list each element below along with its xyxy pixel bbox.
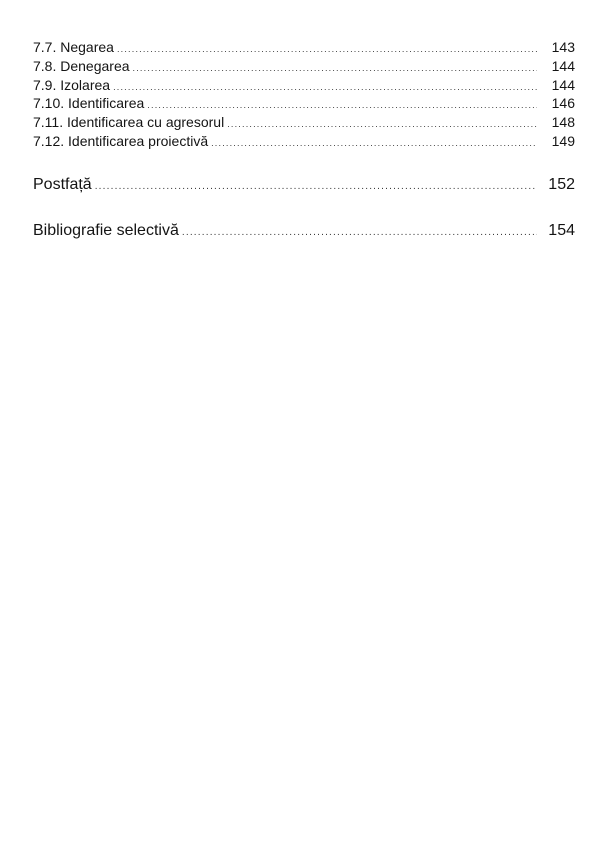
dot-leader xyxy=(147,101,537,110)
toc-entry-page: 152 xyxy=(548,176,575,193)
dot-leader xyxy=(117,45,537,54)
toc-entry-page: 143 xyxy=(551,39,575,55)
toc-entry-title: 7.11. Identificarea cu agresorul xyxy=(33,114,225,131)
toc-entry-title: 7.10. Identificarea xyxy=(33,95,145,112)
toc-entry-postfata xyxy=(33,176,575,194)
toc-entry-page: 146 xyxy=(551,95,575,112)
toc-entry-page: 144 xyxy=(551,57,575,74)
dot-leader xyxy=(227,120,537,129)
dot-leader xyxy=(133,64,537,73)
toc-entry-title: Postfață xyxy=(33,176,92,193)
toc-entry xyxy=(33,176,575,194)
toc-entry-title: 7.8. Denegarea xyxy=(33,57,130,74)
toc-entry-page: 149 xyxy=(551,132,575,149)
toc-entry xyxy=(33,77,575,96)
dot-leader xyxy=(113,83,537,92)
toc-entry-title: Bibliografie selectivă xyxy=(33,222,179,239)
dot-leader xyxy=(211,139,537,148)
toc-entry-page: 154 xyxy=(548,222,575,239)
toc-entry xyxy=(33,133,575,152)
toc-entry-page: 148 xyxy=(551,114,575,131)
toc-entry-title: 7.9. Izolarea xyxy=(33,76,111,93)
toc-entry xyxy=(33,95,575,114)
toc-entry xyxy=(33,222,575,240)
toc-subsection-list xyxy=(33,39,575,152)
toc-entry xyxy=(33,114,575,133)
toc-entry xyxy=(33,39,575,58)
toc-entry-bibliografie xyxy=(33,222,575,240)
toc-entry-title: 7.7. Negarea xyxy=(33,39,114,55)
toc-entry xyxy=(33,58,575,77)
toc-entry-page: 144 xyxy=(551,76,575,93)
dot-leader xyxy=(95,182,537,192)
dot-leader xyxy=(182,228,537,238)
toc-entry-title: 7.12. Identificarea proiectivă xyxy=(33,132,209,149)
